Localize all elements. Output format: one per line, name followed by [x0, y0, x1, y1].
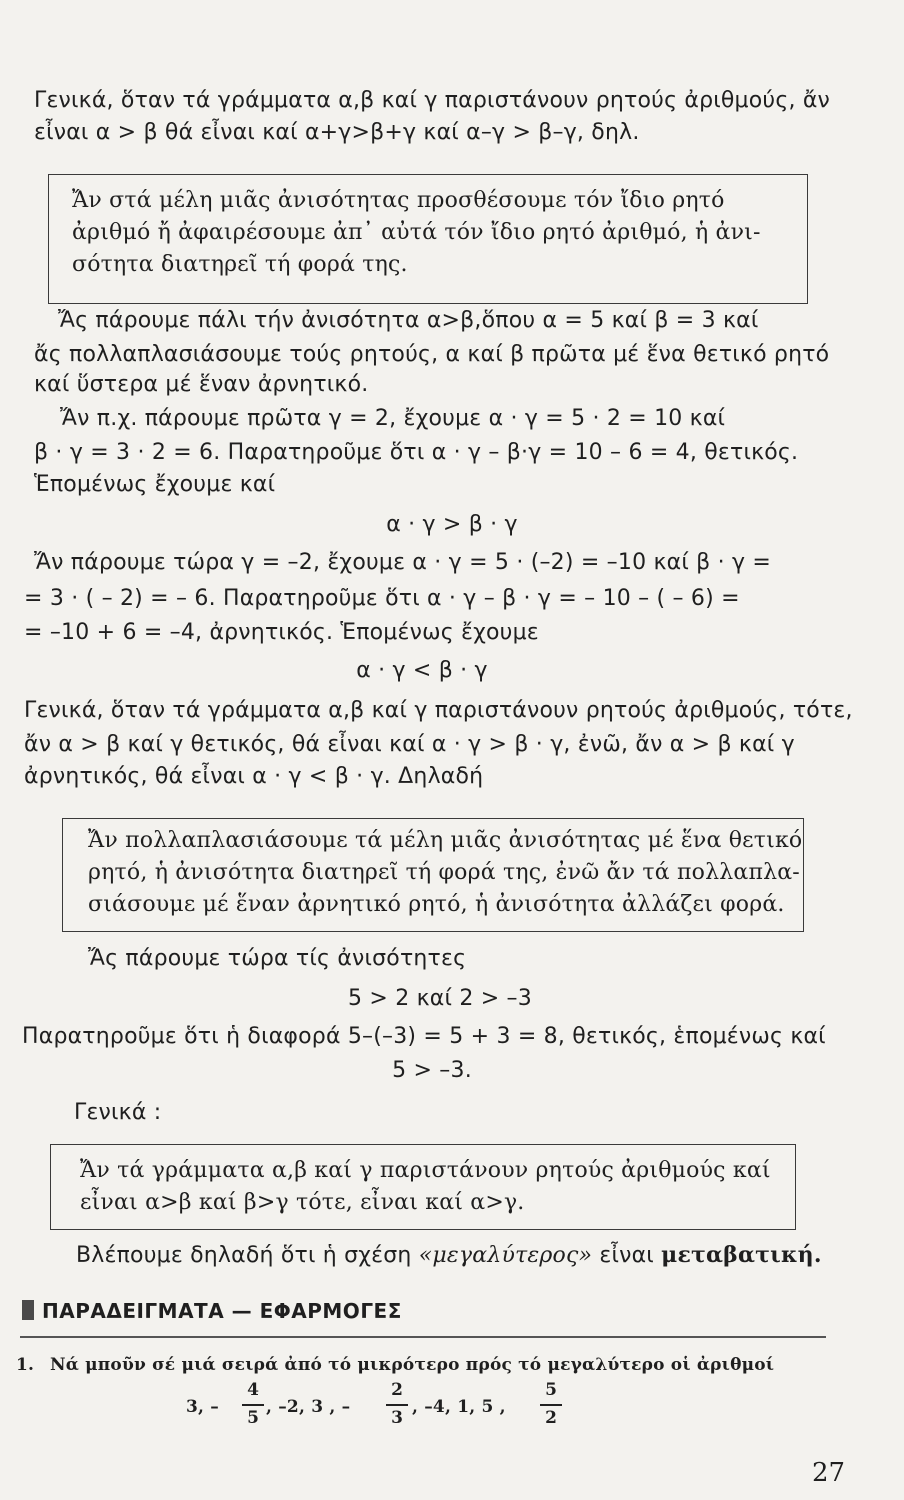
paragraph-line: [76, 1240, 822, 1271]
equation: α · γ < β · γ: [356, 658, 488, 683]
fraction-numerator: 2: [391, 1380, 403, 1400]
section-marker-icon: [22, 1300, 34, 1320]
paragraph-line: Ἄν πάρουμε τώρα γ = –2, ἔχουμε α · γ = 5 · (–2) = –10 καί β · γ =: [34, 550, 772, 575]
rule-line: σιάσουμε μέ ἕναν ἀρνητικό ρητό, ἡ ἀνισότητα ἀλλάζει φορά.: [88, 892, 785, 917]
fraction-denominator: 3: [391, 1408, 403, 1428]
text-run: εἶναι: [592, 1243, 662, 1268]
rule-line: Ἄν στά μέλη μιᾶς ἀνισότητας προσθέσουμε τόν ἴδιο ρητό: [72, 188, 725, 213]
paragraph-line: = –10 + 6 = –4, ἀρνητικός. Ἑπομένως ἔχουμε: [24, 620, 539, 645]
paragraph-line: Ἄς πάρουμε τώρα τίς ἀνισότητες: [88, 946, 467, 971]
rule-line: εἶναι α>β καί β>γ τότε, εἶναι καί α>γ.: [80, 1190, 525, 1215]
paragraph-line: Παρατηροῦμε ὅτι ἡ διαφορά 5–(–3) = 5 + 3 = 8, θετικός, ἑπομένως καί: [22, 1024, 826, 1049]
section-title: ΠΑΡΑΔΕΙΓΜΑΤΑ — ΕΦΑΡΜΟΓΕΣ: [42, 1299, 402, 1323]
paragraph-line: Ἑπομένως ἔχουμε καί: [34, 472, 276, 497]
paragraph-line: Γενικά :: [74, 1100, 162, 1125]
paragraph-line: Ἄν π.χ. πάρουμε πρῶτα γ = 2, ἔχουμε α · γ = 5 · 2 = 10 καί: [60, 406, 726, 431]
paragraph-line: ἀρνητικός, θά εἶναι α · γ < β · γ. Δηλαδή: [24, 764, 484, 789]
numbers-list: , –2, 3 , –: [266, 1397, 351, 1417]
paragraph-line: Γενικά, ὅταν τά γράμματα α,β καί γ παριστάνουν ρητούς ἀριθμούς, τότε,: [24, 698, 853, 723]
rule-line: Ἄν τά γράμματα α,β καί γ παριστάνουν ρητούς ἀριθμούς καί: [80, 1158, 771, 1183]
fraction-denominator: 2: [545, 1408, 557, 1428]
fraction-denominator: 5: [247, 1408, 259, 1428]
equation: 5 > 2 καί 2 > –3: [348, 986, 532, 1011]
bold-term: μεταβατική.: [661, 1242, 822, 1268]
rule-line: ἀριθμό ἤ ἀφαιρέσουμε ἀπ᾽ αὐτά τόν ἴδιο ρητό ἀριθμό, ἡ ἀνι-: [72, 220, 761, 245]
example-text: Νά μποῦν σέ μιά σειρά ἀπό τό μικρότερο πρός τό μεγαλύτερο οἱ ἀριθμοί: [50, 1355, 775, 1375]
page-number: 27: [812, 1458, 846, 1488]
paragraph-line: ἄς πολλαπλασιάσουμε τούς ρητούς, α καί β πρῶτα μέ ἕνα θετικό ρητό: [34, 342, 830, 367]
quoted-term: «μεγαλύτερος»: [418, 1243, 593, 1268]
paragraph-line: καί ὕστερα μέ ἕναν ἀρνητικό.: [34, 372, 369, 397]
paragraph-line: = 3 · ( – 2) = – 6. Παρατηροῦμε ὅτι α · γ – β · γ = – 10 – ( – 6) =: [24, 586, 740, 611]
numbers-list: 3, –: [186, 1397, 219, 1417]
rule-line: ρητό, ἡ ἀνισότητα διατηρεῖ τή φορά της, ἐνῶ ἄν τά πολλαπλα-: [88, 860, 800, 885]
paragraph-line: β · γ = 3 · 2 = 6. Παρατηροῦμε ὅτι α · γ – β·γ = 10 – 6 = 4, θετικός.: [34, 440, 799, 465]
paragraph-line: ἄν α > β καί γ θετικός, θά εἶναι καί α · γ > β · γ, ἐνῶ, ἄν α > β καί γ: [24, 732, 795, 757]
example-number: 1.: [16, 1355, 35, 1375]
fraction-bar: [386, 1404, 408, 1406]
paragraph-line: Γενικά, ὅταν τά γράμματα α,β καί γ παριστάνουν ρητούς ἀριθμούς, ἄν: [34, 88, 831, 113]
paragraph-line: Ἄς πάρουμε πάλι τήν ἀνισότητα α>β,ὅπου α = 5 καί β = 3 καί: [58, 308, 759, 333]
rule-line: Ἄν πολλαπλασιάσουμε τά μέλη μιᾶς ἀνισότητας μέ ἕνα θετικό: [88, 828, 803, 853]
numbers-list: , –4, 1, 5 ,: [412, 1397, 506, 1417]
rule-line: σότητα διατηρεῖ τή φορά της.: [72, 252, 408, 277]
text-run: Βλέπουμε δηλαδή ὅτι ἡ σχέση: [76, 1243, 419, 1268]
fraction-bar: [540, 1404, 562, 1406]
fraction-numerator: 5: [545, 1380, 557, 1400]
paragraph-line: εἶναι α > β θά εἶναι καί α+γ>β+γ καί α–γ > β–γ, δηλ.: [34, 120, 640, 145]
equation: α · γ > β · γ: [386, 512, 518, 537]
fraction-bar: [242, 1404, 264, 1406]
equation: 5 > –3.: [392, 1058, 472, 1083]
fraction-numerator: 4: [247, 1380, 259, 1400]
section-divider: [20, 1336, 826, 1338]
